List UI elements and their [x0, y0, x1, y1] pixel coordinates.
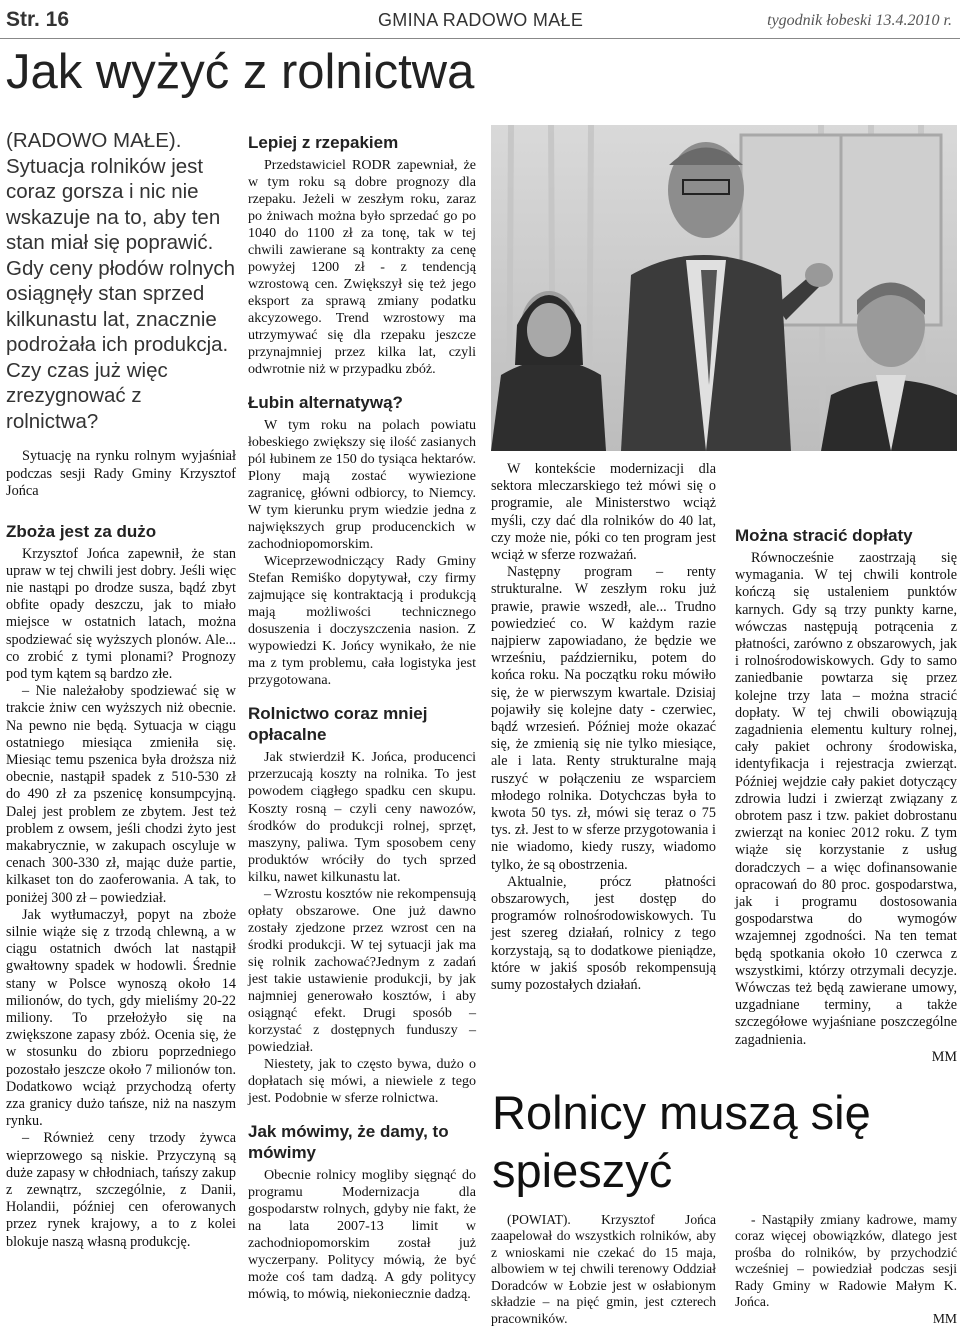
paragraph: Jak stwierdził K. Jońca, producenci przerzucają koszty na rolnika. To jest powodem ciągłego spadku cen skupu. Koszty rosną – czyli ceny nawozów, środków do produkcji rolnej, sprzęt, maszyny, paliwa. Tym sposobem ceny produktów wróciły do tych sprzed kilku, nawet kilkunastu lat.	[248, 749, 476, 885]
paragraph: Niestety, jak to często bywa, dużo o dopłatach się mówi, a niewiele z tego jest. Podobnie w sferze rolnictwa.	[248, 1055, 476, 1106]
photo-illustration-icon	[491, 125, 957, 451]
column-2	[248, 128, 476, 1303]
subheading-zboza: Zboża jest za dużo	[6, 521, 157, 541]
paragraph: Następny program – renty strukturalne. W zeszłym roku już prawie, prawie wszedł, ale... Trudno powiedzieć co. W każdym razie najpierw zapowiadano, że będzie we wrześniu, październiku, potem do końca roku. Na początku roku mówiło się, że w pierwszym kwartale. Dzisiaj pojawiły się kolejne daty - czerwiec, bądź wrzesień. Później może okazać się, że zmienią się nie tylko miesiące, ale i lata. Renty strukturalne mają ruszyć w połączeniu ze wsparciem młodego rolnika. Dotychczas była to kwota 50 tys. zł, mówi się teraz o 75 tys. zł. Jest to w sferze przygotowania i nie wiadomo, kiedy ruszy, wiadomo tylko, że są obostrzenia.	[491, 564, 716, 873]
column-4	[735, 461, 957, 1066]
paragraph: (POWIAT). Krzysztof Jońca zaapelował do wszystkich rolników, aby z wnioskami nie czekać do 15 maja, albowiem w tej chwili terenowy Oddział Doradców w Łobzie jest w osłabionym składzie – na pięć gmin, jest czterech pracowników.	[491, 1212, 716, 1326]
column-3	[491, 461, 716, 994]
article2-column-2	[735, 1212, 957, 1327]
header-divider	[0, 38, 960, 39]
section-title: GMINA RADOWO MAŁE	[378, 10, 584, 30]
subheading-lubin: Łubin alternatywą?	[248, 393, 403, 413]
article-title: Jak wyżyć z rolnictwa	[6, 45, 475, 99]
subheading-mozna-stracic: Można stracić dopłaty	[735, 526, 913, 545]
paragraph: Przedstawiciel RODR zapewniał, że w tym roku są dobre prognozy dla rzepaku. Jeżeli w zeszłym roku, zaraz po żniwach można było sprzedać go po 1040 do 1100 zł za tonę, tak w tej chwili zawierane są kontrakty za cenę powyżej 1200 zł - z tendencją wzrostową cen. Zwiększył się też jego eksport za sprawą zmiany podatku akcyzowego. Trend wzrostowy ma utrzymywać się dla rzepaku jeszcze przynajmniej przez kilka lat, czyli odwrotnie niż w przypadku zbóż.	[248, 157, 476, 378]
article-intro: Sytuację na rynku rolnym wyjaśniał podczas sesji Rady Gminy Krzysztof Jońca	[6, 448, 236, 499]
paragraph: Aktualnie, prócz płatności obszarowych, jest dostęp do programów rolnośrodowiskowych. Tu jest szereg działań, rolnicy z tego korzystają, są to dodatkowe pieniądze, które w jakiś sposób rekompensują sumy pozostałych działań.	[491, 873, 716, 994]
article2-title: Rolnicy muszą się spieszyć	[492, 1086, 871, 1197]
meeting-photo	[491, 125, 957, 451]
subheading-jak-mowimy: Jak mówimy, że damy, to mówimy	[248, 1121, 449, 1162]
paragraph: Obecnie rolnicy mogliby sięgnąć do programu Modernizacja dla gospodarstw rolnych, gdyby nie fakt, że na lata 2007-13 limit w zachodniopomorskim został już wyczerpany. Politycy mówią, że być może coś tam dadzą. A gdy politycy mówią, to mówią, niekoniecznie dadzą.	[248, 1166, 476, 1302]
column-1	[6, 128, 236, 1251]
subheading-rzepak: Lepiej z rzepakiem	[248, 133, 399, 152]
paragraph: Jak wytłumaczył, popyt na zboże silnie wiąże się z trzodą chlewną, a w ciągu ostatnich dwóch lat nastąpił gwałtowny spadek w hodowli. Średnie stany w Polsce wynoszą około 14 milionów, do tych, gdy mieliśmy 20-22 miliony. To przełożyło się na zwiększone zapasy zbóż. Ocenia się, że w stosunku do zbioru poprzedniego pozostało jeszcze około 7 milionów ton. Dodatkowo wciąż przychodzą oferty zza granicy dużo tańsze, niż na naszym rynku.	[6, 906, 236, 1130]
author-signature: MM	[932, 1310, 957, 1326]
paragraph: – Wzrostu kosztów nie rekompensują opłaty obszarowe. One już dawno zostały zjedzone przez wzrost cen na środki produkcji. W tej sytuacji jak ma się rolnik zachować?Jednym z zadań jest takie ustawienie produkcji, by jak najmniej generowało kosztów, i aby osiągnąć efekt. Drugi sposób – korzystać z dostępnych funduszy – powiedział.	[248, 885, 476, 1055]
paragraph: – Również ceny trzody żywca wieprzowego są niskie. Przyczyną są duże zapasy w chłodniach, tańszy zakup z zewnątrz, szczególnie, z Danii, Holandii, później cen oferowanych przez rynek krajowy, a to z kolei blokuje naszą własną produkcję.	[6, 1130, 236, 1250]
paragraph: - Nastąpiły zmiany kadrowe, mamy coraz więcej obowiązków, dlatego jest prośba do rolników, by przychodzić wcześniej – powiedział podczas sesji Rady Gminy w Radowie Małym K. Jońca.	[735, 1212, 957, 1310]
article2-column-1	[491, 1212, 716, 1327]
subheading-rolnictwo: Rolnictwo coraz mniej opłacalne	[248, 704, 428, 745]
paragraph: Równocześnie zaostrzają się wymagania. W tej chwili kontrole kończą się ustaleniem punktów karnych. Gdy są trzy punkty karne, wówczas następują potrącenia z płatności, zarówno z obszarowych, jak i rolnośrodowiskowych. Gdy to samo zaniedbanie powtarza się przez kolejne trzy lata – można stracić dopłaty. W tej chwili obowiązują zagadnienia elementu kultury rolnej, cały pakiet ochrony środowiska, identyfikacja i rejestracja zwierząt. Później wejdzie cały pakiet dotyczący zdrowia ludzi i zwierząt związany z obrotem pasz i tzw. pakiet dobrostanu zwierząt na koniec 2012 roku. Z tym wiąże się korzystanie z usług doradczych – a więc dofinansowanie opracowań do 80 proc. gospodarstwa, jak i programu dostosowania gospodarstwa do wymogów wzajemnej zgodności. Na ten temat będą spotkania około 10 czerwca z wszystkimi, którzy otrzymali decyzje. Wówczas też będą zawierane umowy, uzgadniane terminy, a także szczegółowe wyjaśniane poszczególne zagadnienia.	[735, 550, 957, 1048]
article-lead: (RADOWO MAŁE). Sytuacja rolników jest coraz gorsza i nic nie wskazuje na to, aby ten stan miał się poprawić. Gdy ceny płodów rolnych osiągnęły stan sprzed kilkunastu lat, znacznie podrożała ich produkcja. Czy czas już więc zrezygnować z rolnictwa?	[6, 129, 236, 433]
issue-date: tygodnik łobeski 13.4.2010 r.	[767, 12, 952, 29]
paragraph: Krzysztof Jońca zapewnił, że stan upraw w tej chwili jest dobry. Jeśli więc nie nastąpi po drodze susza, bądź zbyt obfite opady deszczu, jak to miało miejsce w ostatnich latach, można spodziewać się wyższych plonów. Ale... co zrobić z tymi plonami? Prognozy pod tym kątem są bardzo złe.	[6, 545, 236, 682]
paragraph: W tym roku na polach powiatu łobeskiego zwiększy się ilość zasianych pól łubinem ze 150 do tysiąca hektarów. Plony mają zostać wywiezione zagranicę, główni odbiorcy, to Niemcy. W tym kierunku prym wiedzie jedna z największych grup producenckich w zachodniopomorskim.	[248, 417, 476, 553]
paragraph: Wiceprzewodniczący Rady Gminy Stefan Remiśko dopytywał, czy firmy zajmujące się kontraktacją i produkcją mają możliwości technicznego dosuszenia i doczyszczenia nasion. Z wypowiedzi K. Jońcy wynikało, że nie ma z tym problemu, cała logistyka jest przygotowana.	[248, 553, 476, 689]
author-signature: MM	[931, 1048, 957, 1065]
paragraph: – Nie należałoby spodziewać się w trakcie żniw cen wyższych niż obecnie. Na pewno nie będą. Sytuacja w ciągu ostatniego miesiąca zmieniła się. Miesiąc temu pszenica była droższa niż obecnie, nastąpił spadek z 510-530 zł do 490 zł za pszenicę konsumpcyjną. Dalej jest problem ze zbytem. Jest też problem z owsem, jeśli chodzi żyto jest makabrycznie, w zakupach oscyluje w cenach 300-330 zł, mając duże partie, kilkaset ton do zaoferowania. A tak, to poniżej 300 zł – powiedział.	[6, 683, 236, 906]
page-number: Str. 16	[6, 8, 70, 31]
paragraph: W kontekście modernizacji dla sektora mleczarskiego też mówi się o programie, ale Ministerstwo wciąż myśli, czy dać dla rolników do 40 lat, czy może nie, póki co ten program jest wciąż w sferze rozważań.	[491, 461, 716, 564]
